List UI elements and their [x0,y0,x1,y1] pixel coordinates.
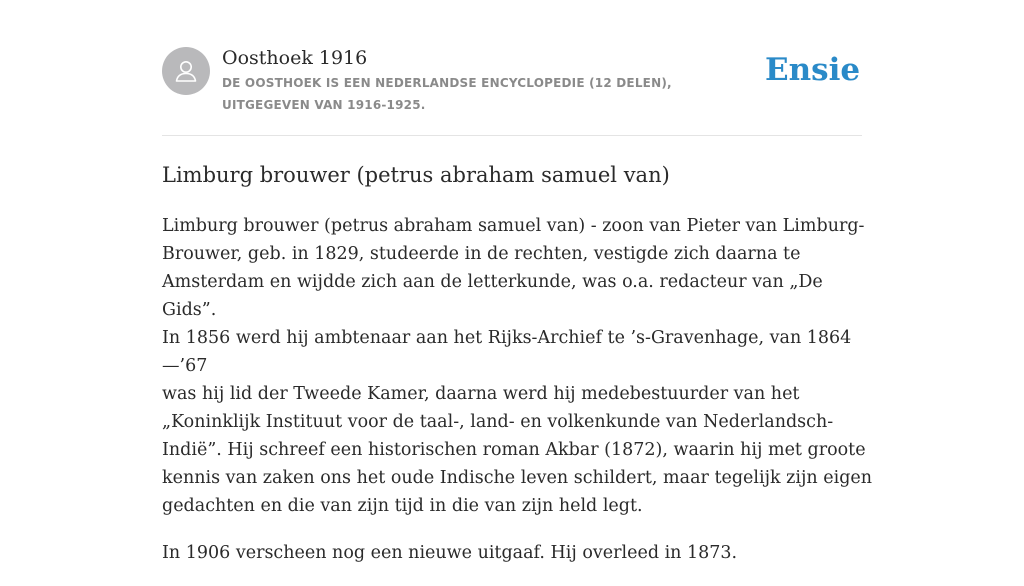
source-header [162,46,862,118]
header-divider [162,135,862,136]
article-title: Limburg brouwer (petrus abraham samuel van) [162,163,670,187]
ensie-logo-link[interactable]: Ensie [765,52,861,88]
user-icon [172,57,200,85]
source-title[interactable]: Oosthoek 1916 [222,47,368,69]
avatar[interactable] [162,47,210,95]
article-paragraph: Limburg brouwer (petrus abraham samuel van) - zoon van Pieter van Limburg- Brouwer, geb. in 1829, studeerde in de rechten, vestigde zich daarna te Amsterdam en wijdde zich aan de letterkunde, was o.a. redacteur van „De Gids”. In 1856 werd hij ambtenaar aan het Rijks-Archief te ’s-Gravenhage, van 1864—’67 was hij lid der Tweede Kamer, daarna werd hij medebestuurder van het „Koninklijk Instituut voor de taal-, land- en volkenkunde van Nederlandsch- Indië”. Hij schreef een historischen roman Akbar (1872), waarin hij met groote kennis van zaken ons het oude Indische leven schildert, maar tegelijk zijn eigen gedachten en die van zijn tijd in die van zijn held legt. [162,216,873,516]
article-body [162,212,874,586]
source-description: DE OOSTHOEK IS EEN NEDERLANDSE ENCYCLOPEDIE (12 DELEN), UITGEGEVEN VAN 1916-1925. [222,76,672,112]
article-paragraph: In 1906 verscheen nog een nieuwe uitgaaf. Hij overleed in 1873. [162,543,738,563]
